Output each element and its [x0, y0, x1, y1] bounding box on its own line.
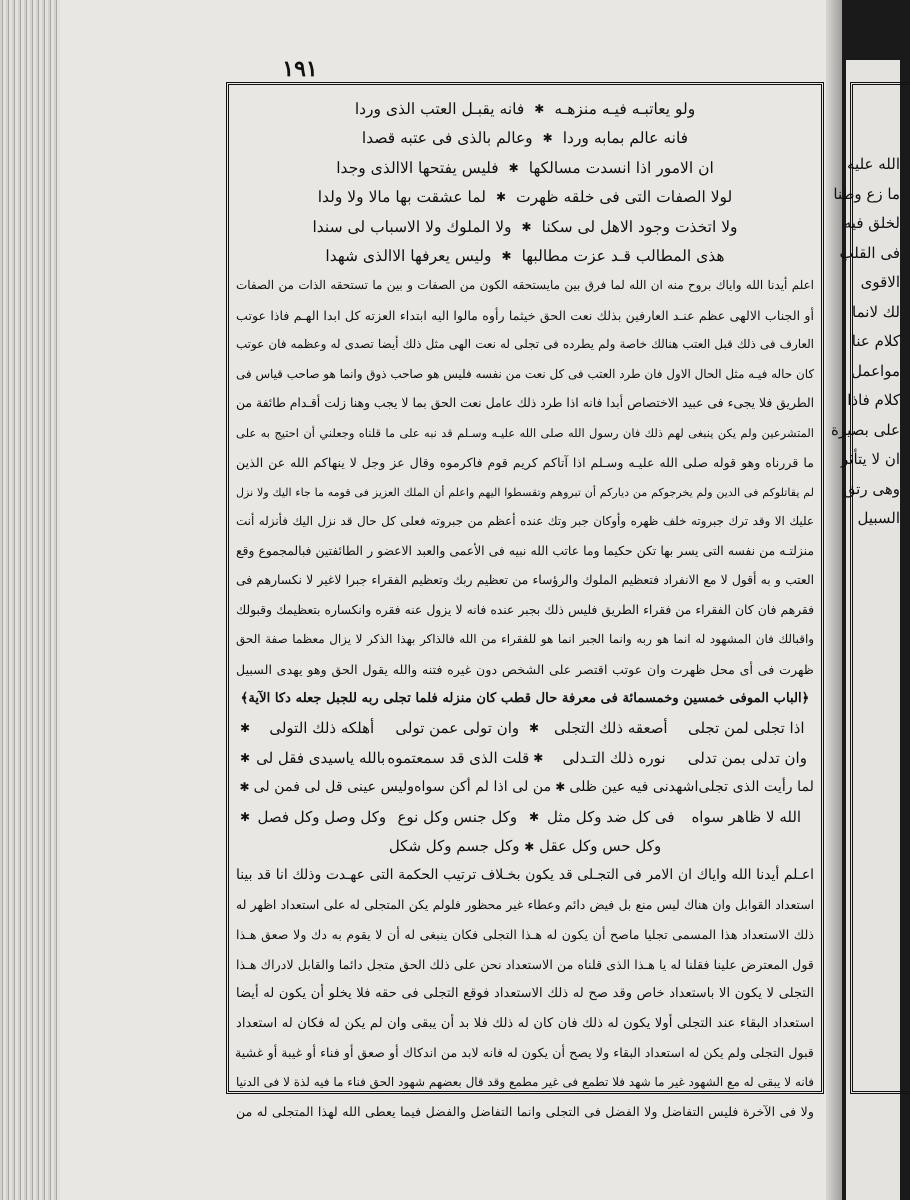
- prose-line: أو الجناب الالهى عظم عنـد العارفين بذلك نعت الحق خيثما رأوه مالوا اليه ابتداء العزته كل ابدا الهـم فاذا عوتب: [236, 307, 814, 323]
- prose-line: فقرهم فان كان الفقراء من فقراء الطريق فليس ذلك بجبر عنده فانه لا يزول عنه فقره وانكساره بتعظيمك وقبولك: [236, 602, 814, 617]
- verse-line: [236, 773, 814, 803]
- hemistich: نوره ذلك التـدلى: [562, 748, 666, 767]
- verse-line: [236, 714, 814, 744]
- hemistich: وان تولى عمن تولى: [395, 719, 520, 738]
- star-separator-icon: ✱: [533, 750, 544, 765]
- verse-line: [236, 212, 814, 242]
- hemistich: فليس يفتحها الاالذى وجدا: [336, 158, 499, 177]
- star-separator-icon: ✱: [529, 721, 540, 736]
- fragment-line: الاقوى: [860, 273, 900, 291]
- adjacent-page-text: [830, 150, 900, 534]
- hemistich: لما رأيت الذى تجلى: [698, 779, 814, 796]
- verse-line: [236, 743, 814, 773]
- closing-hemistich: وكل حس وكل عقل: [539, 836, 662, 855]
- main-text: [236, 94, 814, 1127]
- fragment-line: فى القلب: [839, 243, 900, 262]
- verse-line: [236, 153, 814, 183]
- prose-line: التجلى لا يكون الا باستعداد خاص وقد صح له ذلك الاستعداد فوقع التجلى فى حقه فلا يخلو أن يكون له أيضا: [236, 986, 814, 1001]
- fragment-line: كلام عنا: [851, 332, 900, 350]
- hemistich: وعالم بالذى فى عتبه قصدا: [361, 129, 533, 148]
- fragment-line: كلام فاذا: [847, 391, 900, 409]
- prose-section-1: [236, 271, 814, 684]
- page-number: ١٩١: [282, 56, 318, 82]
- verse-line: [236, 183, 814, 213]
- prose-line: كان حاله فيـه مثل الحال الاول فان طرد العتب فى كل نعت من نفسه فليس هو صاحب ذوق وانما هو صاحب قياس فى: [236, 366, 814, 381]
- prose-line: اعلم أيدنا الله واياك بروح منه ان الله لما فرق بين مايستحقه الكون من الصفات و بين ما تستحقه الذات من الصفات: [236, 278, 814, 292]
- prose-line: لم يقاتلوكم فى الدين ولم يخرجوكم من دياركم أن تبروهم وتقسطوا اليهم واعلم أن الملك العزيز فى قومه ما جاء اليك ولا نزل: [236, 485, 814, 499]
- verse-line: [236, 802, 814, 832]
- star-separator-icon: ✱: [529, 809, 540, 824]
- hemistich: الله لا ظاهر سواه: [691, 807, 802, 826]
- hemistich: اذا تجلى لمن تجلى: [687, 719, 805, 738]
- star-separator-icon: ✱: [555, 780, 566, 795]
- verse-line: [236, 242, 814, 272]
- star-separator-icon: ✱: [240, 721, 251, 736]
- hemistich: فانه يقبـل العتب الذى وردا: [354, 99, 525, 118]
- star-separator-icon: ✱: [501, 249, 512, 264]
- star-separator-icon: ✱: [521, 219, 532, 234]
- verse-line: [236, 124, 814, 154]
- fragment-line: الله عليه: [847, 155, 900, 173]
- poem-2-closing: [236, 832, 814, 862]
- fragment-line: مواعمل: [851, 361, 900, 380]
- hemistich: لولا الصفات التى فى خلقه ظهرت: [516, 188, 733, 207]
- prose-section-2: [236, 861, 814, 1127]
- star-separator-icon: ✱: [508, 160, 519, 175]
- prose-line: اعـلم أيدنا الله واياك ان الامر فى التجـلى قد يكون بخـلاف ترتيب الحكمة التى عهـدت وذلك انا قد بينا: [236, 867, 814, 883]
- prose-line: فانه لا يبقى له مع الشهود غير ما شهد فلا تطمع فى غير مطمع وقد قال بعضهم شهود الحق فناء ما فيه لذة لا فى الدنيا: [236, 1074, 814, 1089]
- hemistich: ولا الملوك ولا الاسباب لى سندا: [312, 217, 512, 236]
- poem-2: [236, 714, 814, 832]
- closing-hemistich: وكل جسم وكل شكل: [388, 836, 520, 855]
- poem-1: [236, 94, 814, 271]
- star-separator-icon: ✱: [495, 190, 506, 205]
- hemistich: من لى اذا لم أكن سواه: [414, 779, 552, 796]
- hemistich: ولا اتخذت وجود الاهل لى سكنا: [541, 217, 738, 236]
- prose-line: ظهرت فى أى محل ظهرت وان عوتب اقتصر على الشخص دون غيره فتنه والله يقول الحق وهو يهدى السبيل: [236, 661, 814, 677]
- chapter-heading: ﴿الباب الموفى خمسين وخمسمائة فى معرفة حال قطب كان منزله فلما تجلى ربه للجبل جعله دكا الآية﴾: [240, 691, 810, 706]
- fragment-line: وهى رتق: [843, 479, 900, 498]
- hemistich: هذى المطالب قـد عزت مطالبها: [521, 247, 725, 266]
- star-separator-icon: ✱: [542, 131, 553, 146]
- star-separator-icon: ✱: [239, 750, 251, 765]
- prose-line: ذلك الاستعداد هذا المسمى تجليا ماصح أن يكون له هـذا التجلى فكان ينبغى له أن لا يقوم به دك ولا صعق هـذا: [236, 927, 814, 942]
- prose-line: ما قررناه وهو قوله صلى الله عليـه وسـلم اذا آتاكم كريم قوم فاكرموه وقال عز وجل لا ينهاكم الله عن الذين: [236, 455, 814, 470]
- prose-line: عليك الا وقد ترك جبروته خلف ظهره وأوكان جبر وتك عنده أعظم من جبروته فعلى كل حال قد نزل اليك فأنزله أنت: [236, 514, 814, 528]
- hemistich: بالله ياسيدى فقل لى: [256, 748, 386, 767]
- prose-line: استعداد القوابل وان هناك ليس منع بل فيض دائم وعطاء غير محظور فلولم يكن المتجلى له على استعداد اظهر له: [236, 897, 814, 912]
- verse-line: [236, 94, 814, 124]
- fragment-line: ان لا يتأثر: [841, 450, 900, 468]
- prose-line: ولا فى الآخرة فليس التفاضل ولا الفضل فى التجلى وانما التفاضل والفضل فيما يعطى الله لهذا المتجلى له من: [236, 1104, 814, 1119]
- prose-line: العتب و به أقول لا مع الانفراد فتعظيم الملوك والرؤساء من تعظيم ربك وتعظيم الفقراء جبرا لاغير لا نكسارهم فى: [236, 573, 814, 587]
- hemistich: وكل جنس وكل نوع: [397, 807, 518, 826]
- fragment-line: السبيل: [857, 509, 900, 527]
- hemistich: فى كل ضد وكل مثل: [547, 807, 675, 826]
- prose-line: منزلتـه من نفسه التى يسر بها تكن حكيما وما عاتب الله نبيه فى الأعمى والعبد الاعضو ر الطائفتين فبالمجموع وقع: [236, 543, 814, 558]
- hemistich: أصعقه ذلك التجلى: [553, 719, 668, 738]
- fragment-line: ما زع وطنا: [833, 184, 900, 203]
- hemistich: وليس عينى قل لى فمن لى: [253, 779, 415, 796]
- hemistich: اشهدنى فيه عين ظلى: [569, 779, 699, 796]
- hemistich: لما عشقت بها مالا ولا ولدا: [317, 188, 486, 207]
- prose-line: الطريق فلا يجىء فى عبيد الاختصاص أبدا فانه اذا طرد ذلك عامل نعت الحق بما لا يجب وهنا زلت أقـدام طائفة من: [236, 396, 814, 410]
- fragment-line: على بصيرة: [830, 420, 900, 439]
- hemistich: وكل وصل وكل فصل: [257, 807, 387, 826]
- hemistich: ان الامور اذا انسدت مسالكها: [528, 158, 714, 177]
- hemistich: وان تدلى بمن تدلى: [687, 748, 807, 767]
- star-separator-icon: ✱: [524, 839, 535, 854]
- fragment-line: لخلق فيه: [843, 214, 900, 232]
- star-separator-icon: ✱: [239, 780, 250, 795]
- hemistich: ولو يعاتبـه فيـه منزهـه: [554, 99, 696, 118]
- fragment-line: لك لانما: [852, 302, 900, 321]
- star-separator-icon: ✱: [240, 809, 251, 824]
- prose-line: المتشرعين ولم يكن ينبغى لهم ذلك فان رسول الله صلى الله عليـه وسـلم قد نبه على ما قلناه وجعلني أن احتيج به على: [236, 425, 814, 440]
- prose-line: العارف فى ذلك قبل العتب هنالك خاصة ولم يطرده فى تجلى له نعت الهى مثل ذلك أيضا تصدى له وعظمه فان عوتب: [236, 337, 814, 351]
- star-separator-icon: ✱: [534, 101, 545, 116]
- hemistich: أهلكه ذلك التولى: [269, 719, 375, 738]
- prose-line: واقبالك فان المشهود له انما هو ربه وانما الجبر انما هو للفقراء من الله فالذاكر بهذا الذكر لا يزال معظما صفة الحق: [236, 632, 814, 646]
- prose-line: قول المعترض علينا فقلنا له يا هـذا الذى قلناه من الاستعداد نحن على ذلك الحق متجل دائما والقابل لادراك هـذا: [236, 956, 814, 972]
- hemistich: فانه عالم بمابه وردا: [562, 129, 689, 148]
- prose-line: استعداد البقاء عند التجلى أولا يكون له ذلك فان كان له ذلك فلا بد أن يبقى وان لم يكن له فكان له استعداد: [236, 1015, 814, 1031]
- hemistich: وليس يعرفها الاالذى شهدا: [325, 247, 492, 266]
- hemistich: قلت الذى قد سمعتموه: [387, 748, 530, 767]
- prose-line: قبول التجلى ولم يكن له استعداد البقاء ولا يصح أن يكون له فانه لابد من اندكاك أو صعق أو فناء أو غيبة أو غشية: [234, 1045, 814, 1060]
- book-gutter-left: [0, 0, 60, 1200]
